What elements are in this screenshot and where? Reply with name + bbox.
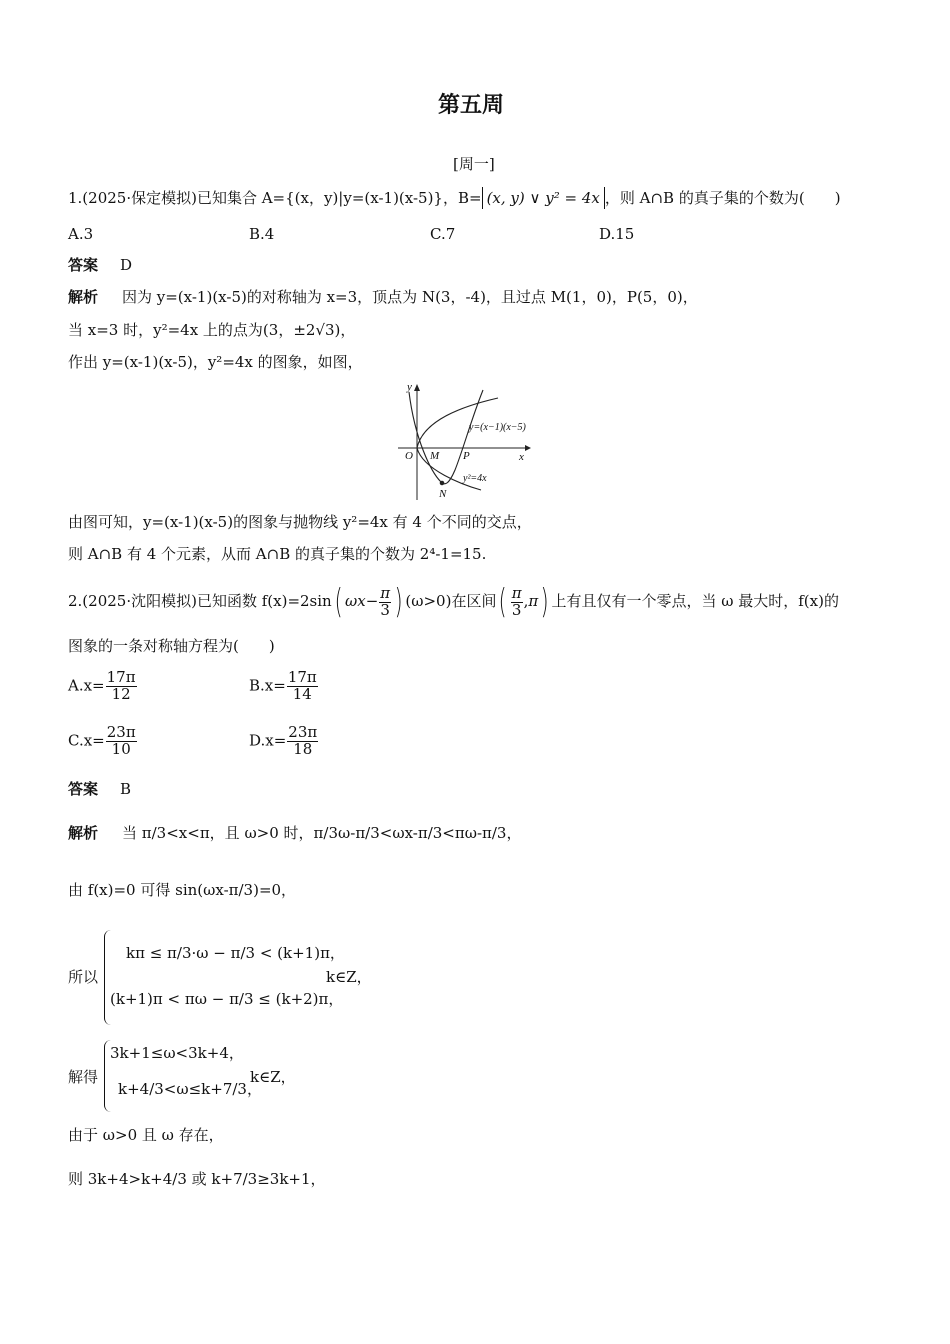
q2-stem: 2.(2025·沈阳模拟)已知函数 f(x)=2sin( ωx− $\frac{\pi}{3}$ ) (ω>0)在区间( $\frac{\pi}{3}$ ,π) 上有且仅有一个零点，当 ω 最大时，f(x)的 <box>68 582 839 622</box>
y-arrow <box>414 384 420 391</box>
q1-set-b: (x, y) ∨ y² = 4x <box>482 187 605 209</box>
fig-label-curve1: y=(x−1)(x−5) <box>469 422 526 433</box>
q2-option-c: C.x= $\frac{23\pi}{10}$ <box>68 723 136 758</box>
q2-stem-d: 图象的一条对称轴方程为( ) <box>68 637 275 655</box>
sys1-row1: kπ ≤ π/3·ω − π/3 < (k+1)π， <box>126 944 345 962</box>
q2-frac-pi3: $\frac{\pi}{3}$ <box>380 583 391 619</box>
sys1-suffix: k∈Z， <box>326 968 372 986</box>
fig-label-o: O <box>405 450 413 462</box>
q2-line2: 由 f(x)=0 可得 sin(ωx-π/3)=0， <box>68 881 297 899</box>
q2-line1: 当 π/3<x<π，且 ω>0 时，π/3ω-π/3<ωx-π/3<πω-π/3， <box>122 824 522 842</box>
q2-option-d: D.x= $\frac{23\pi}{18}$ <box>249 723 318 758</box>
fig-label-p: P <box>463 450 470 462</box>
q2-answer: B <box>120 780 132 798</box>
sys2-row2: k+4/3<ω≤k+7/3， <box>118 1080 262 1098</box>
q2-option-a: A.x= $\frac{17\pi}{12}$ <box>68 668 136 703</box>
q2-answer-label: 答案 <box>68 780 99 798</box>
q1-stem-a: 1.(2025·保定模拟)已知集合 A={(x，y)|y=(x-1)(x-5)}，B= <box>68 189 482 207</box>
q2-option-b: B.x= $\frac{17\pi}{14}$ <box>249 668 317 703</box>
q2-analysis-label: 解析 <box>68 824 99 842</box>
q1-stem-b: ，则 A∩B 的真子集的个数为( ) <box>604 189 841 207</box>
q1-analysis-1: 因为 y=(x-1)(x-5)的对称轴为 x=3，顶点为 N(3，-4)，且过点 M(1，0)，P(5，0)， <box>122 288 698 306</box>
curve-quadratic <box>409 390 483 484</box>
page-title: 第五周 <box>438 93 505 118</box>
q2-stem-a: 2.(2025·沈阳模拟)已知函数 f(x)=2sin <box>68 592 332 610</box>
q2-line3-prefix: 所以 <box>68 968 99 986</box>
sys1-row2: (k+1)π < πω − π/3 ≤ (k+2)π， <box>110 990 344 1008</box>
q1-answer: D <box>120 256 133 274</box>
point-n <box>440 481 444 485</box>
q2-omega-x: ωx <box>344 592 366 610</box>
q2-line6: 则 3k+4>k+4/3 或 k+7/3≥3k+1， <box>68 1170 326 1188</box>
q2-stem-c: 上有且仅有一个零点，当 ω 最大时，f(x)的 <box>551 592 839 610</box>
fig-label-m: M <box>430 450 440 462</box>
q1-figure <box>393 380 563 505</box>
q1-answer-label: 答案 <box>68 256 99 274</box>
fig-label-x: x <box>519 451 524 463</box>
sys2-row1: 3k+1≤ω<3k+4， <box>110 1044 244 1062</box>
q1-option-a: A.3 <box>68 225 94 243</box>
sys2-suffix: k∈Z， <box>250 1068 296 1086</box>
q1-option-b: B.4 <box>249 225 275 243</box>
q1-analysis-label: 解析 <box>68 288 99 306</box>
fig-label-curve2: y²=4x <box>463 473 487 484</box>
fig-label-n: N <box>439 488 447 500</box>
x-arrow <box>525 445 531 451</box>
fig-label-y: y <box>407 381 412 393</box>
q1-analysis-5: 则 A∩B 有 4 个元素，从而 A∩B 的真子集的个数为 2⁴-1=15. <box>68 545 487 563</box>
q2-stem-b: (ω>0)在区间 <box>405 592 497 610</box>
q1-option-d: D.15 <box>599 225 635 243</box>
q1-option-c: C.7 <box>430 225 456 243</box>
q1-analysis-2: 当 x=3 时，y²=4x 上的点为(3，±2√3)， <box>68 321 356 339</box>
q1-stem <box>68 191 841 206</box>
q2-frac-interval: $\frac{\pi}{3}$ <box>511 583 522 619</box>
q2-line4-prefix: 解得 <box>68 1068 99 1086</box>
sys1-brace <box>104 930 111 1025</box>
q1-analysis-3: 作出 y=(x-1)(x-5)，y²=4x 的图象，如图， <box>68 353 363 371</box>
q1-analysis-4: 由图可知，y=(x-1)(x-5)的图象与抛物线 y²=4x 有 4 个不同的交点， <box>68 513 532 531</box>
day-label: [周一] <box>453 155 495 173</box>
q2-line5: 由于 ω>0 且 ω 存在， <box>68 1126 224 1144</box>
